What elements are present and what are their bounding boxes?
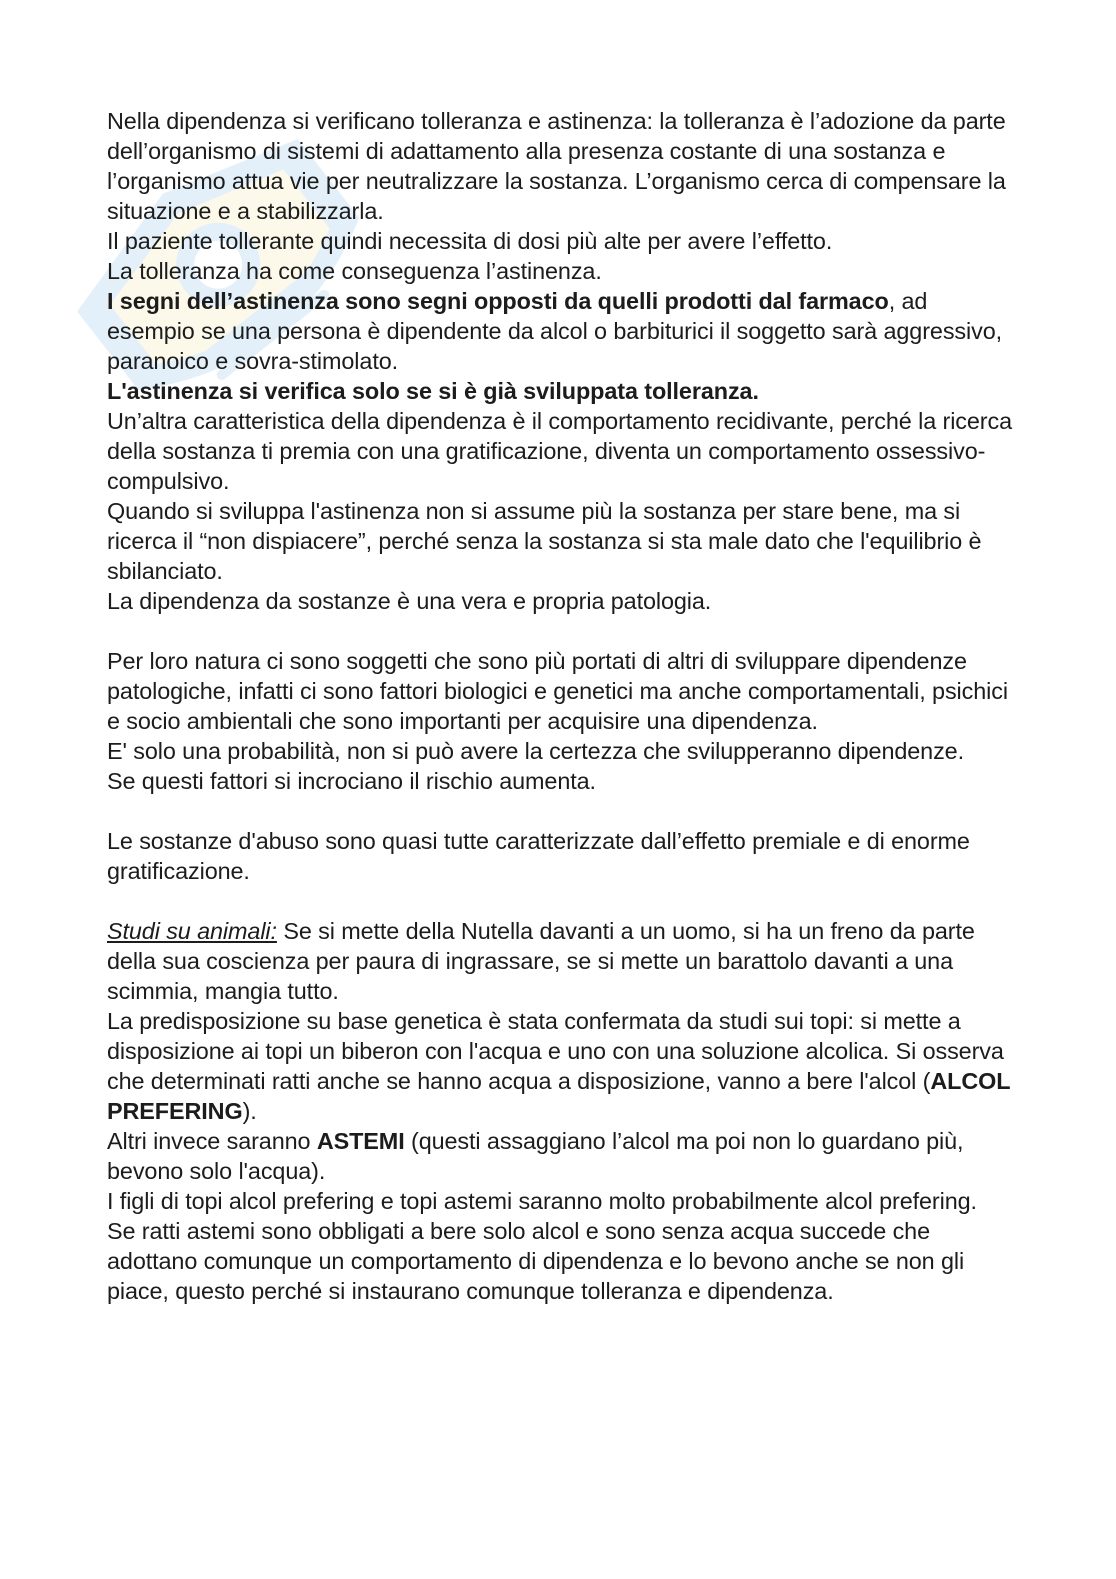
paragraph-segni-astinenza-rest: , ad esempio se una persona è dipendente da alcol o barbiturici il soggetto sarà aggressivo, paranoico e sovra-stimolato. (107, 288, 1003, 374)
paragraph-predisposizione-end: ). (242, 1098, 257, 1124)
paragraph-astemi-start: Altri invece saranno (107, 1128, 317, 1154)
paragraph-rischio: Se questi fattori si incrociano il rischio aumenta. (107, 768, 596, 794)
paragraph-patologia: La dipendenza da sostanze è una vera e propria patologia. (107, 588, 712, 614)
paragraph-figli-topi: I figli di topi alcol prefering e topi astemi saranno molto probabilmente alcol prefering. (107, 1188, 977, 1214)
paragraph-predisposizione-start: La predisposizione su base genetica è stata confermata da studi sui topi: si mette a disposizione ai topi un biberon con l'acqua e uno con una soluzione alcolica. Si osserva che determinati ratti anche se hanno acqua a disposizione, vanno a bere l'alcol ( (107, 1008, 1004, 1094)
paragraph-gap (107, 796, 1017, 826)
heading-studi-animali: Studi su animali: (107, 918, 277, 944)
bold-alcol-prefering: ALCOL PREFERING (107, 1068, 1010, 1124)
bold-segni-astinenza: I segni dell’astinenza sono segni opposti da quelli prodotti dal farmaco (107, 288, 889, 314)
paragraph-tolleranza: Nella dipendenza si verificano tolleranza e astinenza: la tolleranza è l’adozione da parte dell’organismo di sistemi di adattamento alla presenza costante di una sostanza e l’organismo attua vie per neutralizzare la sostanza. L’organismo cerca di compensare la situazione e a stabilizzarla. (107, 108, 1006, 224)
paragraph-non-dispiacere: Quando si sviluppa l'astinenza non si assume più la sostanza per stare bene, ma si ricerca il “non dispiacere”, perché senza la sostanza si sta male dato che l'equilibrio è sbilanciato. (107, 498, 982, 584)
paragraph-astemi (107, 1126, 1017, 1186)
paragraph-ratti-astemi: Se ratti astemi sono obbligati a bere solo alcol e sono senza acqua succede che adottano comunque un comportamento di dipendenza e lo bevono anche se non gli piace, questo perché si instaurano comunque tolleranza e dipendenza. (107, 1218, 965, 1304)
paragraph-astinenza-tolleranza: L'astinenza si verifica solo se si è già sviluppata tolleranza. (107, 378, 759, 404)
paragraph-gap (107, 616, 1017, 646)
document-body (107, 106, 1017, 1306)
paragraph-sostanze-abuso: Le sostanze d'abuso sono quasi tutte caratterizzate dall’effetto premiale e di enorme gratificazione. (107, 828, 970, 884)
paragraph-astemi-end: (questi assaggiano l’alcol ma poi non lo guardano più, bevono solo l'acqua). (107, 1128, 964, 1184)
paragraph-paziente-tollerante: Il paziente tollerante quindi necessita di dosi più alte per avere l’effetto. (107, 228, 833, 254)
paragraph-conseguenza: La tolleranza ha come conseguenza l’astinenza. (107, 258, 602, 284)
paragraph-gap (107, 886, 1017, 916)
paragraph-studi-animali-rest: Se si mette della Nutella davanti a un uomo, si ha un freno da parte della sua coscienza per paura di ingrassare, se si mette un barattolo davanti a una scimmia, mangia tutto. (107, 918, 975, 1004)
paragraph-studi-animali (107, 916, 1017, 1006)
paragraph-predisposizione (107, 1006, 1017, 1126)
paragraph-probabilita: E' solo una probabilità, non si può avere la certezza che svilupperanno dipendenze. (107, 738, 964, 764)
paragraph-fattori: Per loro natura ci sono soggetti che sono più portati di altri di sviluppare dipendenze patologiche, infatti ci sono fattori biologici e genetici ma anche comportamentali, psichici e socio ambientali che sono importanti per acquisire una dipendenza. (107, 648, 1008, 734)
paragraph-recidivante: Un’altra caratteristica della dipendenza è il comportamento recidivante, perché la ricerca della sostanza ti premia con una gratificazione, diventa un comportamento ossessivo-compulsivo. (107, 408, 1012, 494)
bold-astemi: ASTEMI (316, 1128, 405, 1154)
paragraph-segni-astinenza (107, 286, 1017, 376)
